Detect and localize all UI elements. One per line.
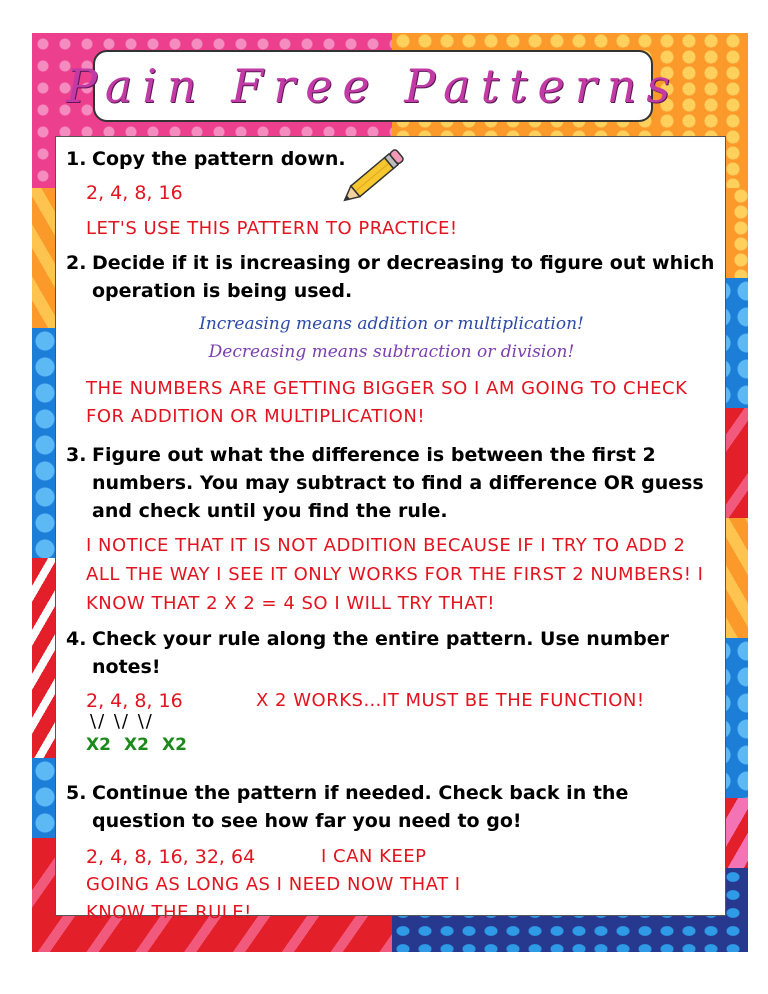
decreasing-note: Decreasing means subtraction or division! [208,342,575,362]
pencil-icon [341,141,411,207]
works-note: X 2 WORKS…IT MUST BE THE FUNCTION! [256,690,645,711]
number-note-x2: X2 [162,735,187,755]
step-4: 4. Check your rule along the entire pattern. Use number notes! [66,628,669,678]
keep-going-note-1: I CAN KEEP GOING AS LONG AS I NEED NOW THAT I KNOW THE RULE! [86,846,461,923]
page-title: Pain Free Patterns [66,59,680,113]
step-2: 2. Decide if it is increasing or decreasing to figure out which operation is being used. [66,252,715,302]
step-5: 5. Continue the pattern if needed. Check back in the question to see how far you need to go! [66,782,629,832]
step-1: 1. Copy the pattern down. [66,148,346,170]
pattern-example: 2, 4, 8, 16 [86,182,183,204]
notice-note: I NOTICE THAT IT IS NOT ADDITION BECAUSE IF I TRY TO ADD 2 ALL THE WAY I SEE IT ONLY WORKS FOR THE FIRST 2 NUMBERS! I KNOW THAT 2 X 2 = 4 SO I WILL TRY THAT! [86,535,704,614]
number-note-x2: X2 [86,735,111,755]
content-card [55,136,726,923]
number-note-x2: X2 [124,735,149,755]
number-notes-checks: \/ \/ \/ [90,711,154,732]
practice-note: LET'S USE THIS PATTERN TO PRACTICE! [86,218,458,239]
increasing-note: Increasing means addition or multiplication! [199,314,584,334]
extended-pattern: 2, 4, 8, 16, 32, 64 [86,846,256,868]
title-banner [66,50,680,122]
bigger-note: THE NUMBERS ARE GETTING BIGGER SO I AM GOING TO CHECK FOR ADDITION OR MULTIPLICATION! [86,378,688,427]
step-3: 3. Figure out what the difference is between the first 2 numbers. You may subtract to find a difference OR guess and check until you find the rule. [66,444,704,522]
pattern-check: 2, 4, 8, 16 [86,690,183,712]
